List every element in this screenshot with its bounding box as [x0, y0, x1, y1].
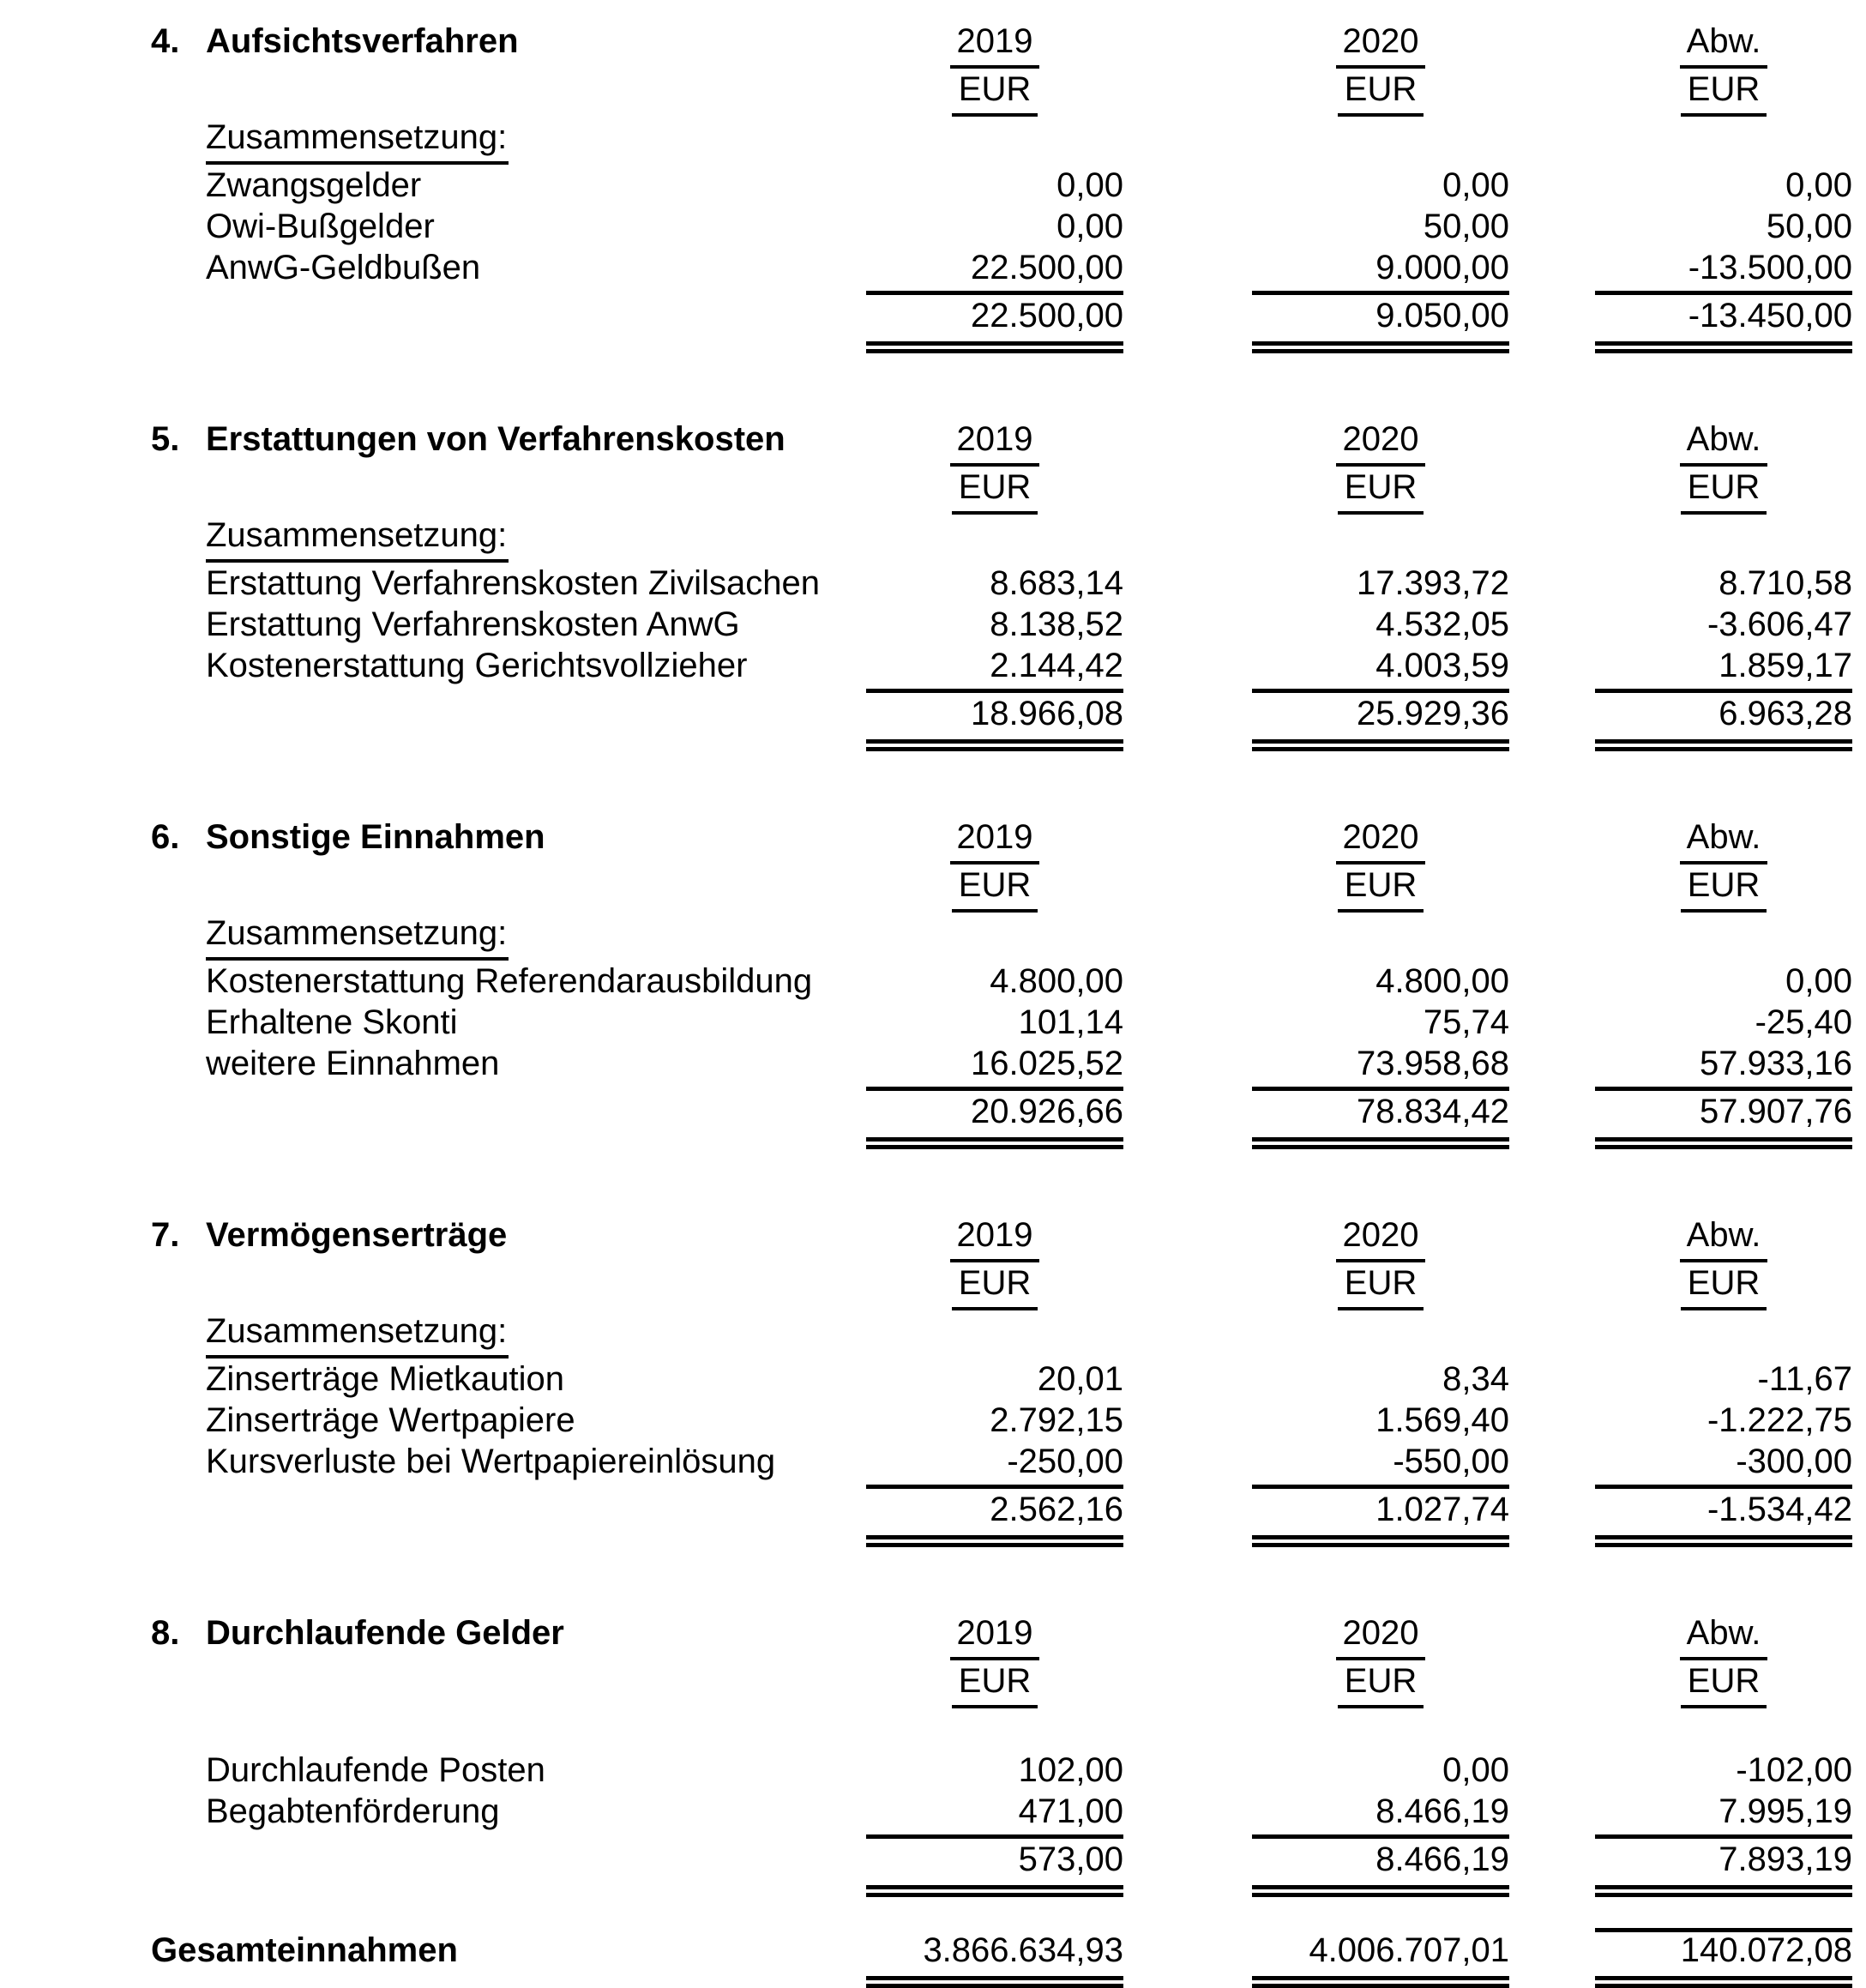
abw-header — [1595, 21, 1852, 69]
item-label: Zinserträge Wertpapiere — [206, 1401, 575, 1439]
item-row — [151, 165, 1852, 206]
total-2019: 22.500,00 — [866, 295, 1123, 353]
item-row — [151, 1441, 1852, 1489]
item-row — [151, 1002, 1852, 1043]
section-number: 8. — [151, 1614, 180, 1652]
subheading-row — [151, 913, 1852, 961]
value-2019: 22.500,00 — [866, 247, 1123, 295]
value-abw: 1.859,17 — [1595, 645, 1852, 693]
total-2020: 1.027,74 — [1252, 1489, 1509, 1547]
item-row — [151, 1750, 1852, 1791]
year-2019-header — [866, 816, 1123, 864]
total-2020: 25.929,36 — [1252, 693, 1509, 751]
total-row — [151, 693, 1852, 751]
eur-label-abw — [1595, 864, 1852, 913]
abw-header — [1595, 1214, 1852, 1262]
subheading-cell — [206, 1310, 866, 1358]
item-label: weitere Einnahmen — [206, 1045, 500, 1082]
section-durchlaufende-gelder — [151, 1612, 1852, 1897]
year-2019-header — [866, 419, 1123, 467]
value-abw: -11,67 — [1757, 1360, 1852, 1398]
value-abw: 57.933,16 — [1595, 1043, 1852, 1091]
item-label: Kursverluste bei Wertpapiereinlösung — [206, 1443, 776, 1480]
section-header-row — [151, 816, 1852, 864]
value-2020: 4.800,00 — [1375, 962, 1509, 1000]
item-row — [151, 1043, 1852, 1091]
grand-total-2019: 3.866.634,93 — [866, 1930, 1123, 1988]
year-2020-header — [1252, 1612, 1509, 1660]
subheading-text: Zusammensetzung: — [206, 913, 509, 961]
eur-label-2019 — [866, 1660, 1123, 1708]
total-abw: 6.963,28 — [1595, 693, 1852, 751]
section-number: 4. — [151, 22, 180, 60]
eur-label-2019 — [866, 467, 1123, 515]
value-abw: 0,00 — [1785, 962, 1852, 1000]
abw-header — [1595, 1612, 1852, 1660]
total-row — [151, 1091, 1852, 1149]
value-2020: 0,00 — [1442, 1751, 1509, 1789]
eur-label-abw — [1595, 69, 1852, 117]
total-2019: 573,00 — [866, 1839, 1123, 1897]
eur-label-2020 — [1252, 864, 1509, 913]
value-abw: -3.606,47 — [1706, 605, 1852, 643]
value-2020: 50,00 — [1423, 208, 1509, 245]
year-2019-header-text: 2019 — [950, 816, 1040, 864]
total-abw: 7.893,19 — [1595, 1839, 1852, 1897]
value-2020: -550,00 — [1252, 1441, 1509, 1489]
grand-total-abw: 140.072,08 — [1595, 1930, 1852, 1988]
item-row — [151, 563, 1852, 604]
section-number: 6. — [151, 818, 180, 856]
section-aufsichtsverfahren — [151, 21, 1852, 353]
value-2019: 8.138,52 — [990, 605, 1123, 643]
value-2020: 8,34 — [1442, 1360, 1509, 1398]
item-label: AnwG-Geldbußen — [206, 249, 481, 286]
grand-total-overline-row — [151, 1916, 1852, 1930]
item-row — [151, 645, 1852, 693]
item-row — [151, 1400, 1852, 1441]
grand-total-row — [151, 1930, 1852, 1988]
item-row — [151, 604, 1852, 645]
section-title: Aufsichtsverfahren — [206, 22, 519, 60]
section-title: Durchlaufende Gelder — [206, 1614, 564, 1652]
eur-label-2020 — [1252, 467, 1509, 515]
eur-label-2020-text: EUR — [1338, 1262, 1424, 1310]
section-number: 7. — [151, 1216, 180, 1254]
year-2019-header — [866, 1214, 1123, 1262]
value-2019: 0,00 — [1056, 208, 1123, 245]
unit-row — [151, 864, 1852, 913]
section-header-row — [151, 1214, 1852, 1262]
grand-total-2020: 4.006.707,01 — [1252, 1930, 1509, 1988]
eur-label-2020 — [1252, 1660, 1509, 1708]
section-header-row — [151, 21, 1852, 69]
subheading-row — [151, 1310, 1852, 1358]
total-2020: 8.466,19 — [1252, 1839, 1509, 1897]
eur-label-2020 — [1252, 69, 1509, 117]
item-row — [151, 961, 1852, 1002]
eur-label-abw — [1595, 1660, 1852, 1708]
item-label: Owi-Bußgelder — [206, 208, 435, 245]
year-2020-header — [1252, 816, 1509, 864]
value-abw: 7.995,19 — [1595, 1791, 1852, 1839]
item-row — [151, 1791, 1852, 1839]
abw-header — [1595, 816, 1852, 864]
year-2019-header-text: 2019 — [950, 1214, 1040, 1262]
item-label: Erstattung Verfahrenskosten AnwG — [206, 605, 740, 643]
year-2019-header-text: 2019 — [950, 21, 1040, 69]
value-abw: -1.222,75 — [1706, 1401, 1852, 1439]
value-abw: -13.500,00 — [1595, 247, 1852, 295]
eur-label-2020-text: EUR — [1338, 467, 1424, 515]
value-2020: 73.958,68 — [1252, 1043, 1509, 1091]
unit-row — [151, 69, 1852, 117]
total-row — [151, 1489, 1852, 1547]
value-2020: 17.393,72 — [1357, 564, 1509, 602]
eur-label-2019-text: EUR — [952, 1660, 1038, 1708]
unit-row — [151, 1262, 1852, 1310]
item-row — [151, 247, 1852, 295]
value-abw: 0,00 — [1785, 166, 1852, 204]
value-2020: 9.000,00 — [1252, 247, 1509, 295]
year-2019-header-text: 2019 — [950, 1612, 1040, 1660]
value-abw: -25,40 — [1755, 1003, 1852, 1041]
abw-header-text: Abw. — [1680, 1612, 1768, 1660]
eur-label-2019-text: EUR — [952, 1262, 1038, 1310]
value-2019: 16.025,52 — [866, 1043, 1123, 1091]
value-2019: 2.792,15 — [990, 1401, 1123, 1439]
value-2020: 1.569,40 — [1375, 1401, 1509, 1439]
total-row — [151, 295, 1852, 353]
total-2019: 2.562,16 — [866, 1489, 1123, 1547]
abw-header-text: Abw. — [1680, 816, 1768, 864]
unit-row — [151, 467, 1852, 515]
eur-label-abw-text: EUR — [1681, 69, 1767, 117]
subheading-cell — [206, 515, 866, 563]
year-2020-header-text: 2020 — [1336, 1612, 1426, 1660]
item-row — [151, 1358, 1852, 1400]
value-abw: -300,00 — [1595, 1441, 1852, 1489]
eur-label-abw-text: EUR — [1681, 1660, 1767, 1708]
total-2019: 20.926,66 — [866, 1091, 1123, 1149]
subheading-text: Zusammensetzung: — [206, 1310, 509, 1358]
item-label: Erstattung Verfahrenskosten Zivilsachen — [206, 564, 820, 602]
total-row — [151, 1839, 1852, 1897]
value-abw: -102,00 — [1736, 1751, 1852, 1789]
eur-label-abw — [1595, 1262, 1852, 1310]
item-label: Begabtenförderung — [206, 1792, 500, 1830]
total-abw: 57.907,76 — [1595, 1091, 1852, 1149]
value-2020: 4.003,59 — [1252, 645, 1509, 693]
value-abw: 8.710,58 — [1719, 564, 1852, 602]
year-2020-header — [1252, 21, 1509, 69]
section-header-row — [151, 419, 1852, 467]
value-2019: 2.144,42 — [866, 645, 1123, 693]
eur-label-abw-text: EUR — [1681, 1262, 1767, 1310]
abw-header — [1595, 419, 1852, 467]
grand-total-label: Gesamteinnahmen — [151, 1931, 458, 1969]
eur-label-2020-text: EUR — [1338, 864, 1424, 913]
value-2019: 101,14 — [1018, 1003, 1123, 1041]
total-2019: 18.966,08 — [866, 693, 1123, 751]
eur-label-2019 — [866, 69, 1123, 117]
item-label: Zinserträge Mietkaution — [206, 1360, 564, 1398]
section-vermoegensertraege — [151, 1214, 1852, 1547]
eur-label-2020-text: EUR — [1338, 1660, 1424, 1708]
eur-label-2019-text: EUR — [952, 467, 1038, 515]
total-2020: 9.050,00 — [1252, 295, 1509, 353]
item-label: Durchlaufende Posten — [206, 1751, 545, 1789]
section-title: Sonstige Einnahmen — [206, 818, 545, 856]
subheading-row — [151, 515, 1852, 563]
section-title: Erstattungen von Verfahrenskosten — [206, 420, 786, 458]
abw-header-text: Abw. — [1680, 1214, 1768, 1262]
value-2020: 4.532,05 — [1375, 605, 1509, 643]
total-abw: -13.450,00 — [1595, 295, 1852, 353]
abw-header-text: Abw. — [1680, 419, 1768, 467]
year-2019-header — [866, 1612, 1123, 1660]
year-2020-header-text: 2020 — [1336, 1214, 1426, 1262]
section-erstattungen-verfahrenskosten — [151, 419, 1852, 751]
subheading-text: Zusammensetzung: — [206, 117, 509, 165]
subheading-text: Zusammensetzung: — [206, 515, 509, 563]
grand-total-block — [151, 1916, 1852, 1988]
item-label: Erhaltene Skonti — [206, 1003, 458, 1041]
total-abw: -1.534,42 — [1595, 1489, 1852, 1547]
eur-label-2019 — [866, 1262, 1123, 1310]
value-2019: 471,00 — [866, 1791, 1123, 1839]
total-2020: 78.834,42 — [1252, 1091, 1509, 1149]
year-2020-header — [1252, 419, 1509, 467]
eur-label-2019 — [866, 864, 1123, 913]
year-2019-header-text: 2019 — [950, 419, 1040, 467]
subheading-cell — [206, 117, 866, 165]
abw-header-text: Abw. — [1680, 21, 1768, 69]
eur-label-abw-text: EUR — [1681, 467, 1767, 515]
eur-label-abw — [1595, 467, 1852, 515]
year-2020-header-text: 2020 — [1336, 21, 1426, 69]
value-2020: 0,00 — [1442, 166, 1509, 204]
eur-label-2019-text: EUR — [952, 864, 1038, 913]
value-2019: 8.683,14 — [990, 564, 1123, 602]
item-label: Zwangsgelder — [206, 166, 422, 204]
item-row — [151, 206, 1852, 247]
value-2020: 75,74 — [1423, 1003, 1509, 1041]
value-2019: -250,00 — [866, 1441, 1123, 1489]
year-2020-header — [1252, 1214, 1509, 1262]
blank-row — [151, 1708, 1852, 1750]
year-2020-header-text: 2020 — [1336, 816, 1426, 864]
unit-row — [151, 1660, 1852, 1708]
item-label: Kostenerstattung Gerichtsvollzieher — [206, 647, 748, 684]
value-2019: 4.800,00 — [990, 962, 1123, 1000]
subheading-row — [151, 117, 1852, 165]
item-label: Kostenerstattung Referendarausbildung — [206, 962, 813, 1000]
section-title: Vermögenserträge — [206, 1216, 508, 1254]
section-number: 5. — [151, 420, 180, 458]
subheading-cell — [206, 913, 866, 961]
eur-label-abw-text: EUR — [1681, 864, 1767, 913]
eur-label-2020 — [1252, 1262, 1509, 1310]
section-sonstige-einnahmen — [151, 816, 1852, 1149]
eur-label-2020-text: EUR — [1338, 69, 1424, 117]
year-2020-header-text: 2020 — [1336, 419, 1426, 467]
value-2020: 8.466,19 — [1252, 1791, 1509, 1839]
value-2019: 20,01 — [1037, 1360, 1123, 1398]
value-2019: 102,00 — [1018, 1751, 1123, 1789]
value-abw: 50,00 — [1766, 208, 1852, 245]
year-2019-header — [866, 21, 1123, 69]
value-2019: 0,00 — [1056, 166, 1123, 204]
eur-label-2019-text: EUR — [952, 69, 1038, 117]
section-header-row — [151, 1612, 1852, 1660]
